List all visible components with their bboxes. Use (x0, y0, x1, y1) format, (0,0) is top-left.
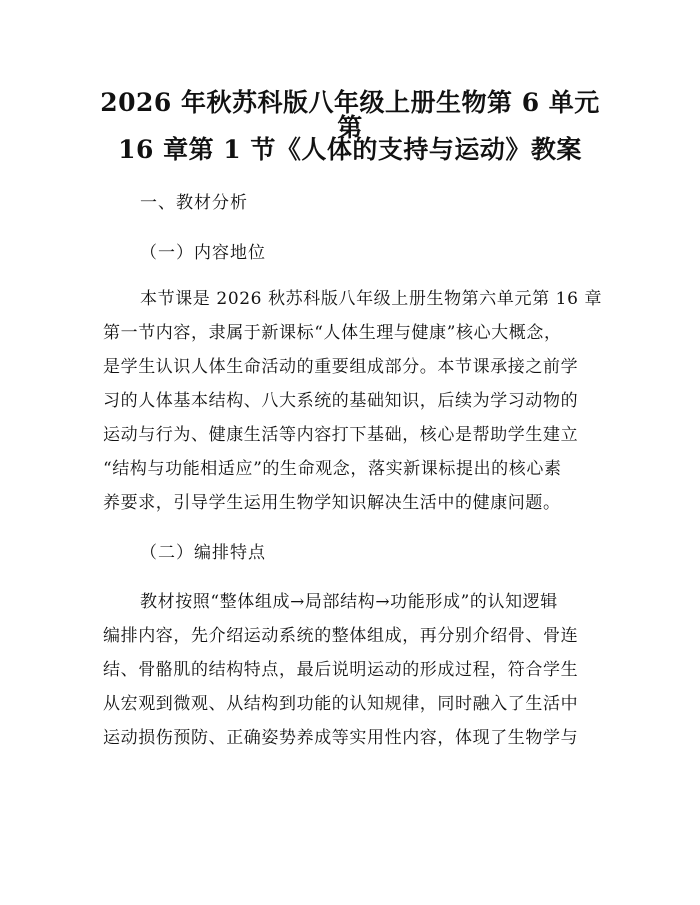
paragraph-line: 本节课是 2026 秋苏科版八年级上册生物第六单元第 16 章 (140, 289, 603, 309)
paragraph-line: 是学生认识人体生命活动的重要组成部分。本节课承接之前学 (103, 357, 579, 377)
paragraph-line: 习的人体基本结构、八大系统的基础知识，后续为学习动物的 (103, 391, 579, 411)
paragraph-line: 结、骨骼肌的结构特点，最后说明运动的形成过程，符合学生 (103, 660, 579, 680)
paragraph-line: “结构与功能相适应”的生命观念，落实新课标提出的核心素 (103, 459, 562, 479)
subsection-heading-layout-features: （二）编排特点 (140, 543, 266, 563)
paragraph-line: 教材按照“整体组成→局部结构→功能形成”的认知逻辑 (140, 592, 558, 612)
paragraph-line: 从宏观到微观、从结构到功能的认知规律，同时融入了生活中 (103, 694, 579, 714)
section-heading-textbook-analysis: 一、教材分析 (140, 193, 248, 213)
document-title-line-1: 2026 年秋苏科版八年级上册生物第 6 单元第 (100, 88, 600, 142)
paragraph-line: 运动与行为、健康生活等内容打下基础，核心是帮助学生建立 (103, 425, 579, 445)
document-title-line-2: 16 章第 1 节《人体的支持与运动》教案 (118, 135, 582, 164)
paragraph-line: 第一节内容，隶属于新课标“人体生理与健康”核心大概念， (103, 323, 562, 343)
paragraph-layout-features (103, 585, 603, 755)
paragraph-line: 编排内容，先介绍运动系统的整体组成，再分别介绍骨、骨连 (103, 626, 579, 646)
subsection-heading-content-position: （一）内容地位 (140, 243, 266, 263)
paragraph-line: 养要求，引导学生运用生物学知识解决生活中的健康问题。 (103, 493, 561, 513)
paragraph-line: 运动损伤预防、正确姿势养成等实用性内容，体现了生物学与 (103, 728, 579, 748)
paragraph-content-position (103, 282, 603, 520)
